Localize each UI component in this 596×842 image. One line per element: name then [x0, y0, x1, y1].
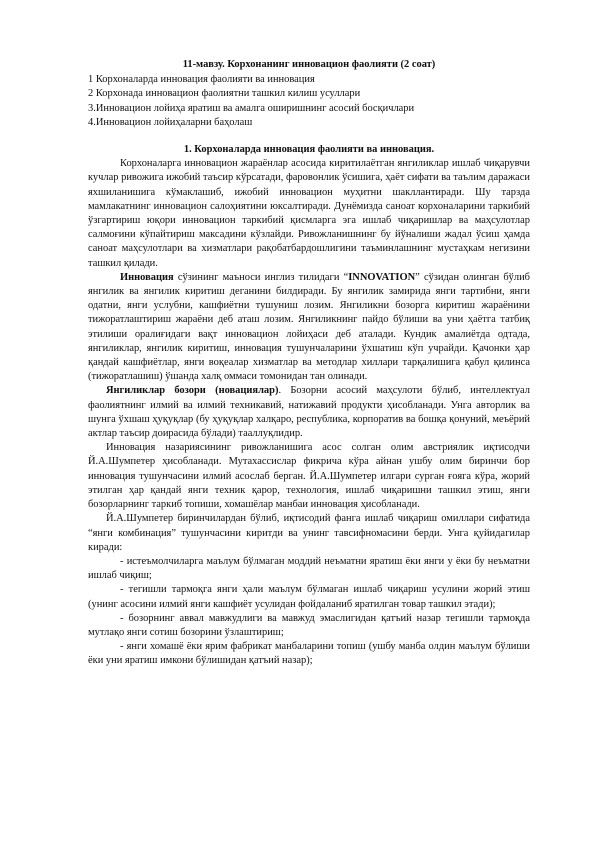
list-item: - тегишли тармоқга янги ҳали маълум бўлмаган ишлаб чиқариш усулини жорий этиш (унинг асосини илмий янги кашфиёт усулидан фойдаланиб яратилган товар ташкил этади);	[88, 584, 530, 610]
toc-item: 1 Корхоналарда инновация фаолияти ва инновация	[88, 74, 315, 86]
page-title: 11-мавзу. Корхонанинг инновацион фаолияти (2 соат)	[182, 59, 436, 70]
toc-item: 3.Инновацион лойиҳа яратиш ва амалга оширишнинг асосий босқичлари	[88, 102, 415, 114]
paragraph-text: ” сўзидан олинган бўлиб янгилик ва янгилик киритиш деганини билдиради. Бу янгилик замирида янги тартибни, янги одатни, янги услубни, кашфиётни тушуниш лозим. Янгиликни бозорга киритиш жараёнини тижоратлаштириш жараёни деб аташ лозим. Янгиликнинг пайдо бўлиши ва уни ҳаётга татбиқ этилиши оралиғидаги вақт инновацион лойиҳаси деб аталади. Кундик амалиётда одтада, янгиликлар, янгилик киритиш, инновация тушунчаларини ўхшатиш кўп учрайди. Қачонки ҳар қандай кашфиётлар, янги воқеалар хизматлар ва методлар хиллари тарқалишига қабул қилинса (тижоратлашиш) ўшанда халқ оммаси томонидан тан олинади.	[88, 271, 530, 383]
paragraph: Инновация назариясининг ривожланишига асос солган олим австриялик иқтисодчи Й.А.Шумпетер ҳисобланади. Мутахассислар фикрича кўра айнан ушбу олим биринчи бор инновация тушунчасини илмий асослаб берган. Й.А.Шумпетер илгари сурган ғояга кўра, жорий этилган ҳар қандай янги техник қарор, технология, ишлаб чиқаришни ташкил этиш, янги бозорларнинг таркиб топиши, хомашёлар манбаи инновация ҳисобланади.	[88, 442, 530, 511]
paragraph: Корхоналарга инновацион жараёнлар асосида киритилаётган янгиликлар ишлаб чиқарувчи кучлар ривожига ижобий таъсир кўрсатади, фаровонлик ўсишига, ҳаёт сифати ва таълим даражаси яхшиланишига кўмаклашиб, ижобий инновацион муҳитни шакллантиради. Шу тарзда мамлакатнинг инновацион салоҳиятини юксалтиради. Дунёмизда саноат корхоналарини таркибий ўзгартириш юқори инновацион таркибий қисмларга эга ишлаб чиқаришлар ва маҳсулотлар салмоғини кўпайтириш максадини кўзлайди. Ривожланишнинг бу йўналиши жадал ўсиш ҳамда саноат маҳсулотлари ва хизматлари рақобатбардошлигини таъминлашнинг мустаҳкам негизини ташкил қилади.	[88, 158, 530, 269]
list-item: - бозорнинг аввал мавжудлиги ва мавжуд эмаслигидан қатъий назар тегишли тармоқда мутлақо янги сотиш бозорини ўзлаштириш;	[88, 612, 530, 638]
spacer	[88, 130, 530, 143]
section-heading: 1. Корхоналарда инновация фаолияти ва инновация.	[183, 144, 435, 156]
list-item: - истеъмолчиларга маълум бўлмаган моддий неъматни яратиш ёки янги у ёки бу неъматни ишлаб чиқиш;	[88, 555, 530, 582]
term-innovation: Инновация	[120, 271, 174, 283]
paragraph-text: сўзининг маъноси инглиз тилидаги “	[173, 271, 349, 283]
toc-item: 4.Инновацион лойиҳаларни баҳолаш	[88, 116, 253, 128]
toc-item: 2 Корхонада инновацион фаолиятни ташкил килиш усуллари	[88, 88, 361, 100]
list-item: - янги хомашё ёки ярим фабрикат манбаларини топиш (ушбу манба олдин маълум бўлиши ёки уни яратиш имкони бўлишидан қатъий назар);	[88, 641, 530, 667]
term-novations-market: Янгиликлар бозори (новациялар)	[106, 385, 279, 397]
paragraph: Й.А.Шумпетер биринчилардан бўлиб, иқтисодий фанга ишлаб чиқариш омиллари сифатида “янги комбинация” тушунчасини киритди ва унинг тавсифномасини берди. Унга қуйидагилар киради:	[88, 513, 530, 553]
term-innovation-english: INNOVATION	[348, 271, 416, 283]
paragraph	[88, 271, 530, 385]
paragraph	[88, 384, 530, 441]
paragraph-text: . Бозорни асосий маҳсулоти бўлиб, интеллектуал фаолиятнинг илмий ва илмий техникавий, натижавий продукти ҳисобланади. Унга авторлик ва шунга ўхшаш ҳуқуқлар (бу ҳуқуқлар халқаро, республика, корпоратив ва бошқа қонуний, меъёрий актлар таъсир доирасида бўлади) тааллуқлидир.	[88, 385, 530, 440]
